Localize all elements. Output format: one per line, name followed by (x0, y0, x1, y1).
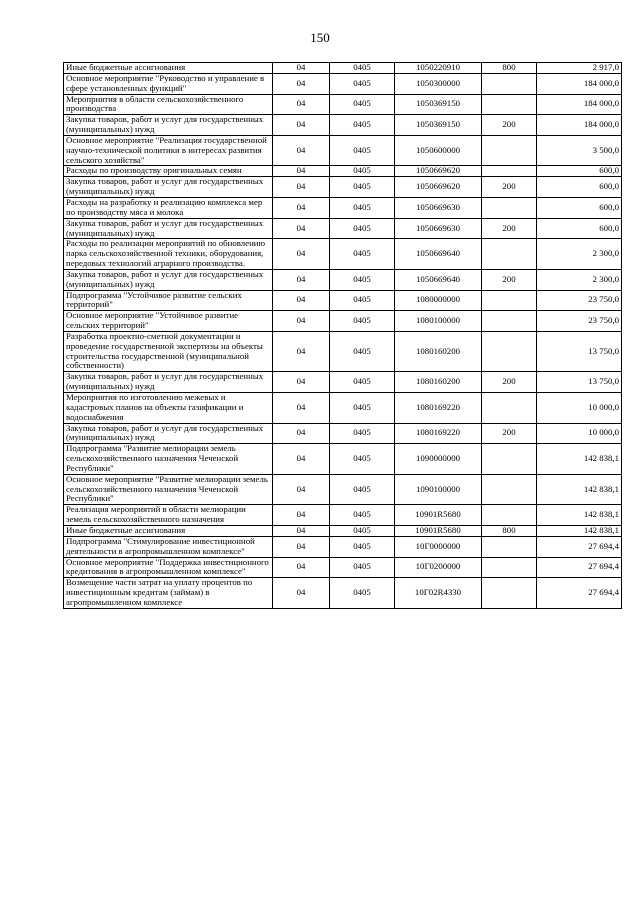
row-name-cell: Подпрограмма "Развитие мелиорации земель сельскохозяйственного назначения Чеченской Республики" (64, 444, 273, 475)
row-subsection-cell: 0405 (330, 177, 395, 198)
row-section-cell: 04 (273, 290, 330, 311)
row-subsection-cell: 0405 (330, 444, 395, 475)
table-row (64, 393, 622, 424)
row-subsection-cell: 0405 (330, 372, 395, 393)
row-subsection-cell: 0405 (330, 525, 395, 536)
row-section-cell: 04 (273, 536, 330, 557)
row-target-article-cell: 1080100000 (395, 311, 482, 332)
row-target-article-cell: 10Г0000000 (395, 536, 482, 557)
row-subsection-cell: 0405 (330, 331, 395, 371)
row-section-cell: 04 (273, 269, 330, 290)
row-target-article-cell: 1050669630 (395, 218, 482, 239)
row-amount-cell: 27 694,4 (537, 557, 622, 578)
row-expense-type-cell (482, 311, 537, 332)
table-row (64, 331, 622, 371)
row-subsection-cell: 0405 (330, 197, 395, 218)
table-row (64, 474, 622, 505)
row-name-cell: Закупка товаров, работ и услуг для государственных (муниципальных) нужд (64, 423, 273, 444)
table-row (64, 166, 622, 177)
table-row (64, 239, 622, 270)
row-expense-type-cell: 200 (482, 115, 537, 136)
row-amount-cell: 2 300,0 (537, 269, 622, 290)
row-section-cell: 04 (273, 311, 330, 332)
row-amount-cell: 3 500,0 (537, 135, 622, 166)
row-amount-cell: 23 750,0 (537, 311, 622, 332)
row-target-article-cell: 10Г02R4330 (395, 578, 482, 609)
row-name-cell: Основное мероприятие "Развитие мелиорации земель сельскохозяйственного назначения Чеченской Республики" (64, 474, 273, 505)
row-target-article-cell: 1050669620 (395, 166, 482, 177)
table-row (64, 525, 622, 536)
budget-table (63, 62, 622, 609)
row-section-cell: 04 (273, 94, 330, 115)
table-row (64, 135, 622, 166)
row-name-cell: Закупка товаров, работ и услуг для государственных (муниципальных) нужд (64, 269, 273, 290)
row-section-cell: 04 (273, 63, 330, 74)
row-section-cell: 04 (273, 166, 330, 177)
row-amount-cell: 142 838,1 (537, 474, 622, 505)
row-section-cell: 04 (273, 177, 330, 198)
row-expense-type-cell: 200 (482, 218, 537, 239)
row-target-article-cell: 1050669630 (395, 197, 482, 218)
row-name-cell: Расходы по производству оригинальных семян (64, 166, 273, 177)
row-target-article-cell: 1050669620 (395, 177, 482, 198)
row-section-cell: 04 (273, 505, 330, 526)
row-amount-cell: 13 750,0 (537, 372, 622, 393)
row-section-cell: 04 (273, 474, 330, 505)
row-expense-type-cell (482, 290, 537, 311)
row-target-article-cell: 10Г0200000 (395, 557, 482, 578)
row-name-cell: Разработка проектно-сметной документации и проведение государственной экспертизы на объекты строительства государственной (муниципальной собственности) (64, 331, 273, 371)
row-amount-cell: 600,0 (537, 218, 622, 239)
budget-table-body (64, 63, 622, 609)
row-expense-type-cell (482, 331, 537, 371)
row-name-cell: Основное мероприятие "Устойчивое развитие сельских территорий" (64, 311, 273, 332)
row-subsection-cell: 0405 (330, 393, 395, 424)
row-subsection-cell: 0405 (330, 135, 395, 166)
row-amount-cell: 23 750,0 (537, 290, 622, 311)
row-expense-type-cell: 200 (482, 269, 537, 290)
row-name-cell: Закупка товаров, работ и услуг для государственных (муниципальных) нужд (64, 177, 273, 198)
row-section-cell: 04 (273, 393, 330, 424)
row-section-cell: 04 (273, 115, 330, 136)
row-expense-type-cell: 200 (482, 423, 537, 444)
row-section-cell: 04 (273, 218, 330, 239)
table-row (64, 218, 622, 239)
row-section-cell: 04 (273, 135, 330, 166)
row-section-cell: 04 (273, 197, 330, 218)
table-row (64, 73, 622, 94)
table-row (64, 372, 622, 393)
table-row (64, 115, 622, 136)
row-name-cell: Расходы на разработку и реализацию комплекса мер по производству мяса и молока (64, 197, 273, 218)
table-row (64, 63, 622, 74)
row-name-cell: Закупка товаров, работ и услуг для государственных (муниципальных) нужд (64, 372, 273, 393)
row-expense-type-cell: 800 (482, 63, 537, 74)
row-expense-type-cell (482, 135, 537, 166)
row-section-cell: 04 (273, 239, 330, 270)
row-amount-cell: 142 838,1 (537, 525, 622, 536)
row-amount-cell: 27 694,4 (537, 578, 622, 609)
row-subsection-cell: 0405 (330, 166, 395, 177)
row-name-cell: Иные бюджетные ассигнования (64, 525, 273, 536)
row-amount-cell: 600,0 (537, 197, 622, 218)
row-amount-cell: 184 000,0 (537, 115, 622, 136)
row-section-cell: 04 (273, 557, 330, 578)
row-target-article-cell: 1050369150 (395, 115, 482, 136)
row-amount-cell: 184 000,0 (537, 94, 622, 115)
row-amount-cell: 10 000,0 (537, 393, 622, 424)
row-subsection-cell: 0405 (330, 239, 395, 270)
row-name-cell: Закупка товаров, работ и услуг для государственных (муниципальных) нужд (64, 218, 273, 239)
row-name-cell: Мероприятия в области сельскохозяйственного производства (64, 94, 273, 115)
table-row (64, 290, 622, 311)
table-row (64, 177, 622, 198)
row-name-cell: Основное мероприятие "Руководство и управление в сфере установленных функций" (64, 73, 273, 94)
row-subsection-cell: 0405 (330, 578, 395, 609)
row-section-cell: 04 (273, 73, 330, 94)
row-target-article-cell: 1050220910 (395, 63, 482, 74)
row-expense-type-cell: 200 (482, 372, 537, 393)
row-subsection-cell: 0405 (330, 505, 395, 526)
row-section-cell: 04 (273, 372, 330, 393)
row-expense-type-cell (482, 393, 537, 424)
row-amount-cell: 600,0 (537, 166, 622, 177)
row-subsection-cell: 0405 (330, 557, 395, 578)
row-amount-cell: 2 300,0 (537, 239, 622, 270)
table-row (64, 578, 622, 609)
row-subsection-cell: 0405 (330, 269, 395, 290)
table-row (64, 311, 622, 332)
table-row (64, 444, 622, 475)
row-target-article-cell: 1050669640 (395, 269, 482, 290)
row-subsection-cell: 0405 (330, 94, 395, 115)
row-name-cell: Реализация мероприятий в области мелиорации земель сельскохозяйственного назначения (64, 505, 273, 526)
row-name-cell: Подпрограмма "Устойчивое развитие сельских территорий" (64, 290, 273, 311)
row-amount-cell: 142 838,1 (537, 505, 622, 526)
row-name-cell: Основное мероприятие "Реализация государственной научно-технической политики в интересах развития сельского хозяйства" (64, 135, 273, 166)
row-target-article-cell: 1050600000 (395, 135, 482, 166)
row-target-article-cell: 1050669640 (395, 239, 482, 270)
table-row (64, 505, 622, 526)
page-number: 150 (310, 30, 330, 45)
row-subsection-cell: 0405 (330, 536, 395, 557)
row-section-cell: 04 (273, 331, 330, 371)
row-subsection-cell: 0405 (330, 474, 395, 505)
row-expense-type-cell (482, 94, 537, 115)
row-amount-cell: 27 694,4 (537, 536, 622, 557)
row-name-cell: Иные бюджетные ассигнования (64, 63, 273, 74)
row-subsection-cell: 0405 (330, 73, 395, 94)
row-expense-type-cell (482, 239, 537, 270)
row-section-cell: 04 (273, 525, 330, 536)
row-target-article-cell: 1080169220 (395, 423, 482, 444)
row-name-cell: Расходы по реализации мероприятий по обновлению парка сельскохозяйственной техники, оборудования, передовых технологий аграрного производства. (64, 239, 273, 270)
row-amount-cell: 2 917,0 (537, 63, 622, 74)
table-row (64, 557, 622, 578)
row-target-article-cell: 1080160200 (395, 372, 482, 393)
row-name-cell: Основное мероприятие "Поддержка инвестиционного кредитования в агропромышленном комплексе" (64, 557, 273, 578)
row-subsection-cell: 0405 (330, 290, 395, 311)
row-target-article-cell: 10901R5680 (395, 505, 482, 526)
row-target-article-cell: 1080000000 (395, 290, 482, 311)
table-row (64, 197, 622, 218)
row-expense-type-cell (482, 73, 537, 94)
row-expense-type-cell (482, 444, 537, 475)
row-target-article-cell: 1050369150 (395, 94, 482, 115)
row-subsection-cell: 0405 (330, 115, 395, 136)
row-target-article-cell: 1090100000 (395, 474, 482, 505)
table-row (64, 94, 622, 115)
row-target-article-cell: 1080160200 (395, 331, 482, 371)
row-expense-type-cell (482, 166, 537, 177)
row-amount-cell: 10 000,0 (537, 423, 622, 444)
row-amount-cell: 13 750,0 (537, 331, 622, 371)
row-name-cell: Мероприятия по изготовлению межевых и кадастровых планов на объекты газификации и водоснабжения (64, 393, 273, 424)
row-subsection-cell: 0405 (330, 311, 395, 332)
row-amount-cell: 184 000,0 (537, 73, 622, 94)
table-row (64, 269, 622, 290)
row-expense-type-cell (482, 578, 537, 609)
table-row (64, 536, 622, 557)
row-target-article-cell: 1050300000 (395, 73, 482, 94)
row-expense-type-cell: 200 (482, 177, 537, 198)
row-expense-type-cell: 800 (482, 525, 537, 536)
row-expense-type-cell (482, 557, 537, 578)
row-amount-cell: 142 838,1 (537, 444, 622, 475)
row-subsection-cell: 0405 (330, 218, 395, 239)
row-expense-type-cell (482, 536, 537, 557)
row-expense-type-cell (482, 474, 537, 505)
row-target-article-cell: 1080169220 (395, 393, 482, 424)
table-row (64, 423, 622, 444)
row-target-article-cell: 1090000000 (395, 444, 482, 475)
row-expense-type-cell (482, 505, 537, 526)
row-section-cell: 04 (273, 578, 330, 609)
row-subsection-cell: 0405 (330, 423, 395, 444)
row-name-cell: Подпрограмма "Стимулирование инвестиционной деятельности в агропромышленном комплексе" (64, 536, 273, 557)
row-expense-type-cell (482, 197, 537, 218)
row-subsection-cell: 0405 (330, 63, 395, 74)
row-amount-cell: 600,0 (537, 177, 622, 198)
row-section-cell: 04 (273, 444, 330, 475)
row-target-article-cell: 10901R5680 (395, 525, 482, 536)
row-name-cell: Возмещение части затрат на уплату процентов по инвестиционным кредитам (займам) в агропромышленном комплексе (64, 578, 273, 609)
row-section-cell: 04 (273, 423, 330, 444)
row-name-cell: Закупка товаров, работ и услуг для государственных (муниципальных) нужд (64, 115, 273, 136)
